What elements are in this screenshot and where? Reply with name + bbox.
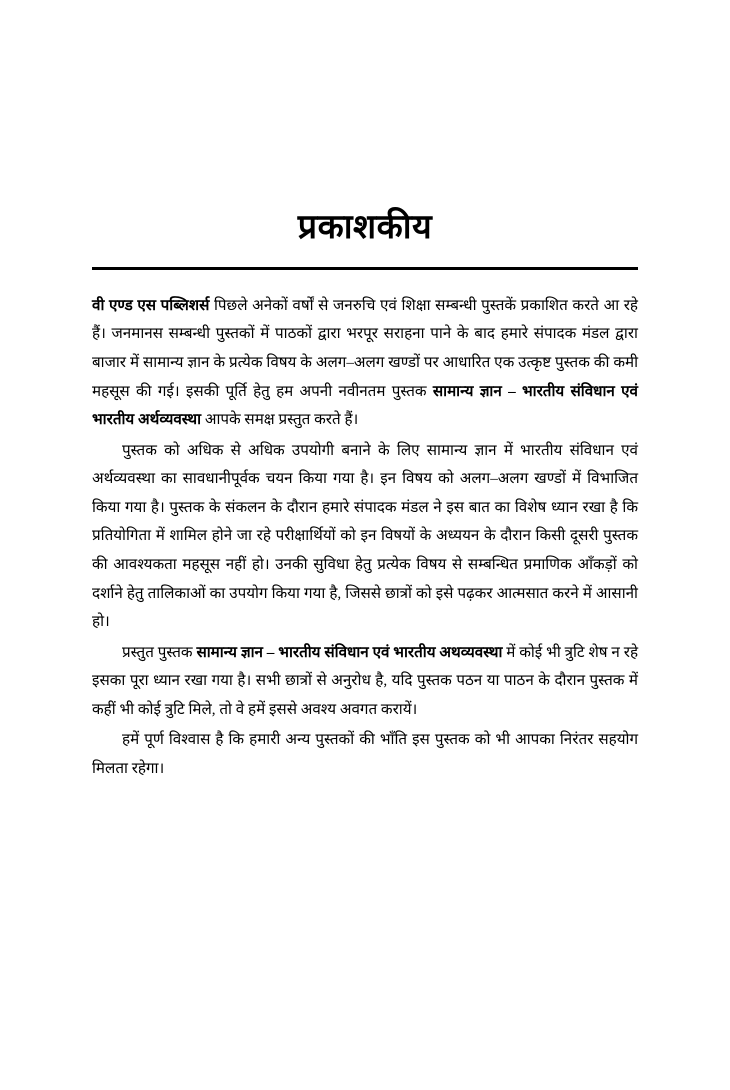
paragraph: [92, 639, 638, 725]
document-body: [92, 292, 638, 784]
body-text-run: में कोई भी त्रुटि शेष न रहे इसका पूरा ध्यान रखा गया है। सभी छात्रों से अनुरोध है, यदि पुस्तक पठन या पाठन के दौरान पुस्तक में कहीं भी कोई त्रुटि मिले, तो वे हमें इससे अवश्य अवगत करायें।: [92, 643, 639, 718]
page-title: प्रकाशकीय: [297, 209, 433, 246]
body-text-run: प्रस्तुत पुस्तक: [122, 643, 197, 661]
emphasized-text: वी एण्ड एस पब्लिशर्स: [92, 296, 210, 314]
body-text-run: पुस्तक को अधिक से अधिक उपयोगी बनाने के लिए सामान्य ज्ञान में भारतीय संविधान एवं अर्थव्यवस्था का सावधानीपूर्वक चयन किया गया है। इन विषय को अलग–अलग खण्डों में विभाजित किया गया है। पुस्तक के संकलन के दौरान हमारे संपादक मंडल ने इस बात का विशेष ध्यान रखा है कि प्रतियोगिता में शामिल होने जा रहे परीक्षार्थियों को इन विषयों के अध्ययन के दौरान किसी दूसरी पुस्तक की आवश्यकता महसूस नहीं हो। उनकी सुविधा हेतु प्रत्येक विषय से सम्बन्धित प्रमाणिक आँकड़ों को दर्शाने हेतु तालिकाओं का उपयोग किया गया है, जिससे छात्रों को इसे पढ़कर आत्मसात करने में आसानी हो।: [92, 441, 638, 631]
body-text-run: पिछले अनेकों वर्षों से जनरुचि एवं शिक्षा सम्बन्धी पुस्तकें प्रकाशित करते आ रहे हैं। जनमानस सम्बन्धी पुस्तकों में पाठकों द्वारा भरपूर सराहना पाने के बाद हमारे संपादक मंडल द्वारा बाजार में सामान्य ज्ञान के प्रत्येक विषय के अलग–अलग खण्डों पर आधारित एक उत्कृष्ट पुस्तक की कमी महसूस की गई। इसकी पूर्ति हेतु हम अपनी नवीनतम पुस्तक: [92, 296, 638, 400]
body-text-run: हमें पूर्ण विश्वास है कि हमारी अन्य पुस्तकों की भाँति इस पुस्तक को भी आपका निरंतर सहयोग मिलता रहेगा।: [92, 731, 638, 778]
body-text-run: आपके समक्ष प्रस्तुत करते हैं।: [201, 411, 359, 429]
paragraph: [92, 437, 638, 637]
emphasized-text: सामान्य ज्ञान – भारतीय संविधान एवं भारतीय अर्थव्यवस्था: [92, 382, 639, 429]
paragraph: [92, 292, 638, 435]
paragraph: [92, 726, 638, 783]
title-divider: [92, 267, 638, 270]
emphasized-text: सामान्य ज्ञान – भारतीय संविधान एवं भारतीय अथव्यवस्था: [196, 643, 503, 661]
